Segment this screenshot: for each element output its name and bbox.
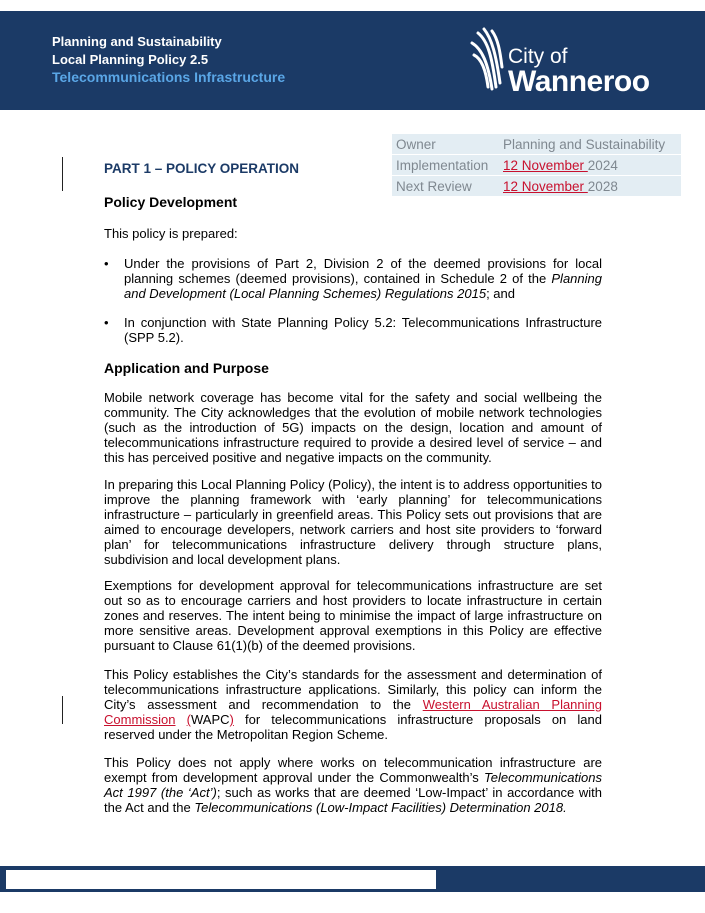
implementation-value bbox=[499, 155, 681, 176]
logo-name-text: Wanneroo bbox=[508, 65, 650, 98]
policy-meta-table bbox=[392, 134, 681, 197]
bullet-text-part: ; and bbox=[486, 286, 515, 301]
owner-label: Owner bbox=[392, 134, 499, 155]
paragraph-part: ; such as works that are deemed ‘Low-Impact’ in accordance with the Act and the bbox=[104, 785, 603, 815]
part-title: PART 1 – POLICY OPERATION bbox=[104, 161, 300, 176]
bullet-text bbox=[124, 256, 602, 301]
change-bar bbox=[62, 157, 63, 191]
review-label: Next Review bbox=[392, 176, 499, 197]
bullet-text: In conjunction with State Planning Policy 5.2: Telecommunications Infrastructure (SPP 5.2). bbox=[124, 315, 602, 345]
section-heading-application-purpose: Application and Purpose bbox=[104, 360, 269, 376]
change-bar bbox=[62, 696, 63, 724]
header-policy-title: Telecommunications Infrastructure bbox=[52, 69, 286, 85]
footer-panel bbox=[6, 870, 436, 889]
header-policy-number: Local Planning Policy 2.5 bbox=[52, 52, 209, 67]
determination-title: Telecommunications (Low-Impact Facilities) Determination 2018. bbox=[194, 800, 567, 815]
implementation-label: Implementation bbox=[392, 155, 499, 176]
wapc-abbreviation: WAPC bbox=[191, 712, 230, 727]
paragraph-part: This Policy does not apply where works on telecommunication infrastructure are exempt from development approval under the Commonwealth’s bbox=[104, 755, 602, 785]
meta-row-owner bbox=[392, 134, 681, 155]
logo-city-text: City of bbox=[508, 45, 568, 68]
paragraph-part: This Policy establishes the City’s standards for the assessment and determination of telecommunications infrastructure applications. Similarly, this policy can inform the City’s assessment and recommendation to the bbox=[104, 667, 602, 712]
meta-row-implementation bbox=[392, 155, 681, 176]
review-year: 2028 bbox=[587, 178, 618, 194]
review-date-link[interactable]: 12 November bbox=[503, 178, 588, 194]
paren-mark: ) bbox=[229, 712, 234, 727]
paragraph: Exemptions for development approval for telecommunications infrastructure are set out so as to encourage carriers and host providers to locate infrastructure in certain zones and reserves. The intent being to minimise the impact of large infrastructure on more sensitive areas. Development approval exemptions in this Policy are effective pursuant to Clause 61(1)(b) of the deemed provisions. bbox=[104, 578, 602, 653]
regulation-title: Planning and Development (Local Planning Schemes) Regulations 2015 bbox=[124, 271, 602, 301]
meta-row-review bbox=[392, 176, 681, 197]
act-title: Telecommunications Act 1997 (the ‘Act’) bbox=[104, 770, 602, 800]
city-logo bbox=[470, 27, 680, 105]
bullet-text-part: Under the provisions of Part 2, Division 2 of the deemed provisions for local planning schemes (deemed provisions), contained in Schedule 2 of the bbox=[124, 256, 602, 286]
paragraph bbox=[104, 667, 602, 742]
review-value bbox=[499, 176, 681, 197]
header-banner bbox=[0, 11, 705, 110]
header-department: Planning and Sustainability bbox=[52, 34, 222, 49]
bullet-icon: • bbox=[104, 256, 109, 271]
paren-mark: ( bbox=[186, 712, 191, 727]
bullet-icon: • bbox=[104, 315, 109, 330]
section-heading-policy-development: Policy Development bbox=[104, 194, 238, 210]
implementation-year: 2024 bbox=[587, 157, 618, 173]
paragraph-part: for telecommunications infrastructure proposals on land reserved under the Metropolitan Region Scheme. bbox=[104, 712, 602, 742]
intro-text: This policy is prepared: bbox=[104, 226, 238, 241]
paragraph: In preparing this Local Planning Policy (Policy), the intent is to address opportunities to improve the planning framework with ‘early planning’ for telecommunications infrastructure – particularly in greenfield areas. This Policy sets out provisions that are aimed to encourage developers, network carriers and host site providers to ‘forward plan’ for telecommunications infrastructure delivery through structure plans, subdivision and local development plans. bbox=[104, 477, 602, 567]
implementation-date-link[interactable]: 12 November bbox=[503, 157, 588, 173]
owner-value: Planning and Sustainability bbox=[499, 134, 681, 155]
wapc-link[interactable]: Western Australian Planning Commission bbox=[104, 697, 602, 727]
paragraph bbox=[104, 755, 602, 815]
paragraph: Mobile network coverage has become vital for the safety and social wellbeing the community. The City acknowledges that the evolution of mobile network technologies (such as the introduction of 5G) impacts on the design, location and amount of telecommunications infrastructure required to provide a desired level of service – and this has perceived positive and negative impacts on the community. bbox=[104, 390, 602, 465]
